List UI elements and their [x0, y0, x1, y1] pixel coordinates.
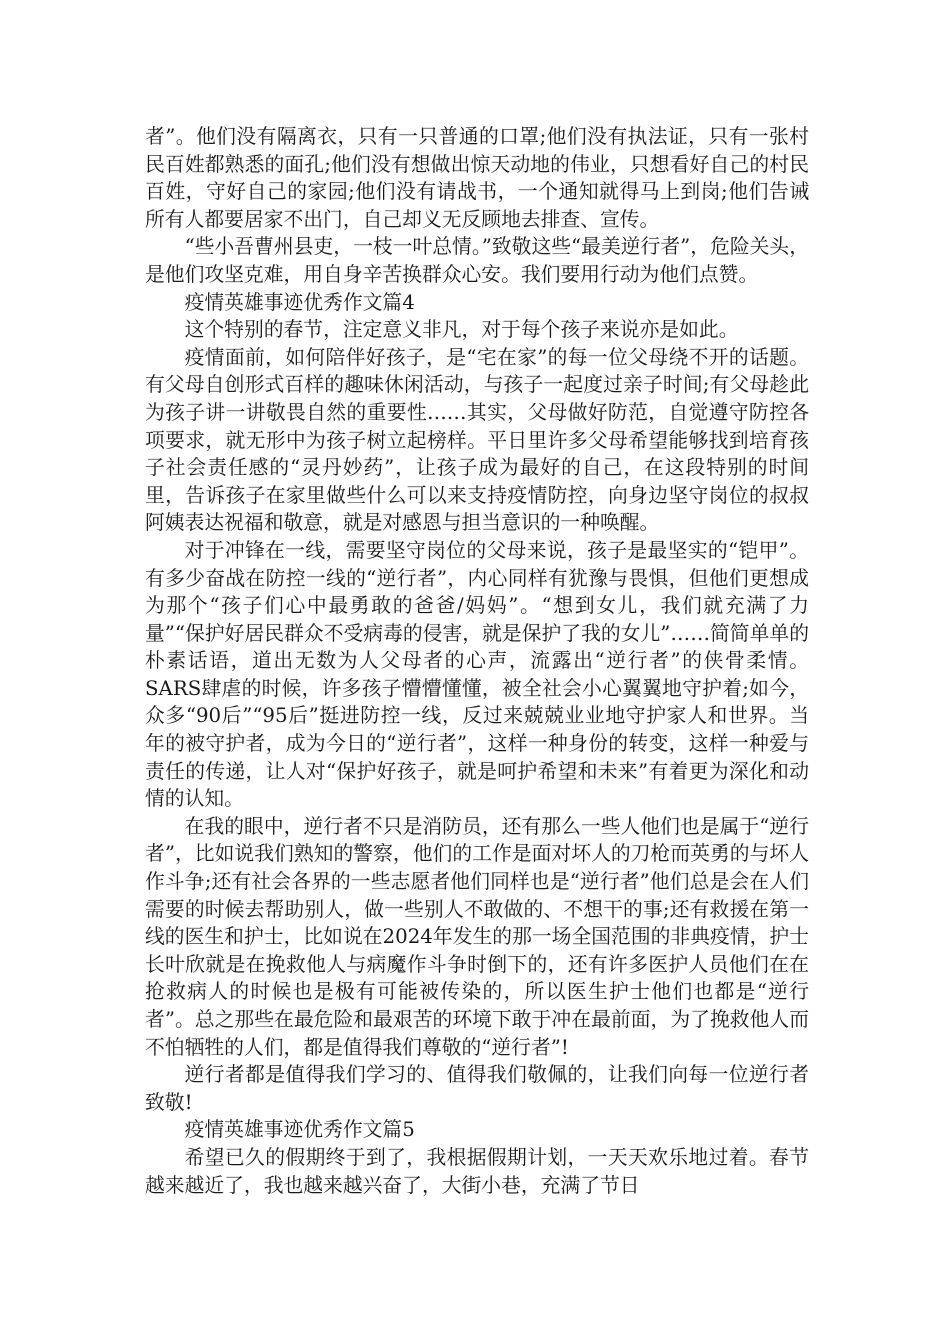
paragraph-parenting: 疫情面前，如何陪伴好孩子，是“宅在家”的每一位父母绕不开的话题。有父母自创形式百样的趣味休闲活动，与孩子一起度过亲子时间;有父母趁此为孩子讲一讲敬畏自然的重要性……其实，父母做好防范，自觉遵守防控各项要求，就无形中为孩子树立起榜样。平日里许多父母希望能够找到培育孩子社会责任感的“灵丹妙药”，让孩子成为最好的自己，在这段特别的时间里，告诉孩子在家里做些什么可以来支持疫情防控，向身边坚守岗位的叔叔阿姨表达祝福和敬意，就是对感恩与担当意识的一种唤醒。 [145, 345, 809, 535]
section-heading-4: 疫情英雄事迹优秀作文篇4 [184, 290, 415, 314]
paragraph-salute: 逆行者都是值得我们学习的、值得我们敬佩的，让我们向每一位逆行者致敬! [145, 1063, 809, 1114]
paragraph-frontline-parents: 对于冲锋在一线，需要坚守岗位的父母来说，孩子是最坚实的“铠甲”。有多少奋战在防控一线的“逆行者”，内心同样有犹豫与畏惧，但他们更想成为那个“孩子们心中最勇敢的爸爸/妈妈”。“想到女儿，我们就充满了力量”“保护好居民群众不受病毒的侵害，就是保护了我的女儿”……简简单单的朴素话语，道出无数为人父母者的心声，流露出“逆行者”的侠骨柔情。SARS肆虐的时候，许多孩子懵懵懂懂，被全社会小心翼翼地守护着;如今，众多“90后”“95后”挺进防控一线，反过来兢兢业业地守护家人和世界。当年的被守护者，成为今日的“逆行者”，这样一种身份的转变，这样一种爱与责任的传递，让人对“保护好孩子，就是呵护希望和未来”有着更为深化和动情的认知。 [145, 538, 809, 811]
section-heading-5: 疫情英雄事迹优秀作文篇5 [184, 1118, 415, 1142]
paragraph-tribute: “些小吾曹州县吏，一枝一叶总情。”致敬这些“最美逆行者”，危险关头，是他们攻坚克难，用自身辛苦换群众心安。我们要用行动为他们点赞。 [145, 235, 809, 286]
paragraph-retrograde-heroes: 在我的眼中，逆行者不只是消防员，还有那么一些人他们也是属于“逆行者”，比如说我们熟知的警察，他们的工作是面对坏人的刀枪而英勇的与坏人作斗争;还有社会各界的一些志愿者他们同样也是“逆行者”他们总是会在人们需要的时候去帮助别人，做一些别人不敢做的、不想干的事;还有救援在第一线的医生和护士，比如说在2024年发生的那一场全国范围的非典疫情，护士长叶欣就是在挽救他人与病魔作斗争时倒下的，还有许多医护人员他们在在抢救病人的时候也是极有可能被传染的，所以医生护士他们也都是“逆行者”。总之那些在最危险和最艰苦的环境下敢于冲在最前面，为了挽救他人而不怕牺牲的人们，都是值得我们尊敬的“逆行者”! [145, 814, 809, 1059]
document-page [145, 123, 809, 1199]
paragraph-spring-festival: 这个特别的春节，注定意义非凡，对于每个孩子来说亦是如此。 [184, 318, 739, 342]
paragraph-holiday: 希望已久的假期终于到了，我根据假期计划，一天天欢乐地过着。春节越来越近了，我也越来越兴奋了，大街小巷，充满了节日 [145, 1145, 809, 1197]
paragraph-continuation: 者”。他们没有隔离衣，只有一只普通的口罩;他们没有执法证，只有一张村民百姓都熟悉的面孔;他们没有想做出惊天动地的伟业，只想看好自己的村民百姓，守好自己的家园;他们没有请战书，一个通知就得马上到岗;他们告诫所有人都要居家不出门，自己却义无反顾地去排查、宣传。 [145, 125, 809, 231]
